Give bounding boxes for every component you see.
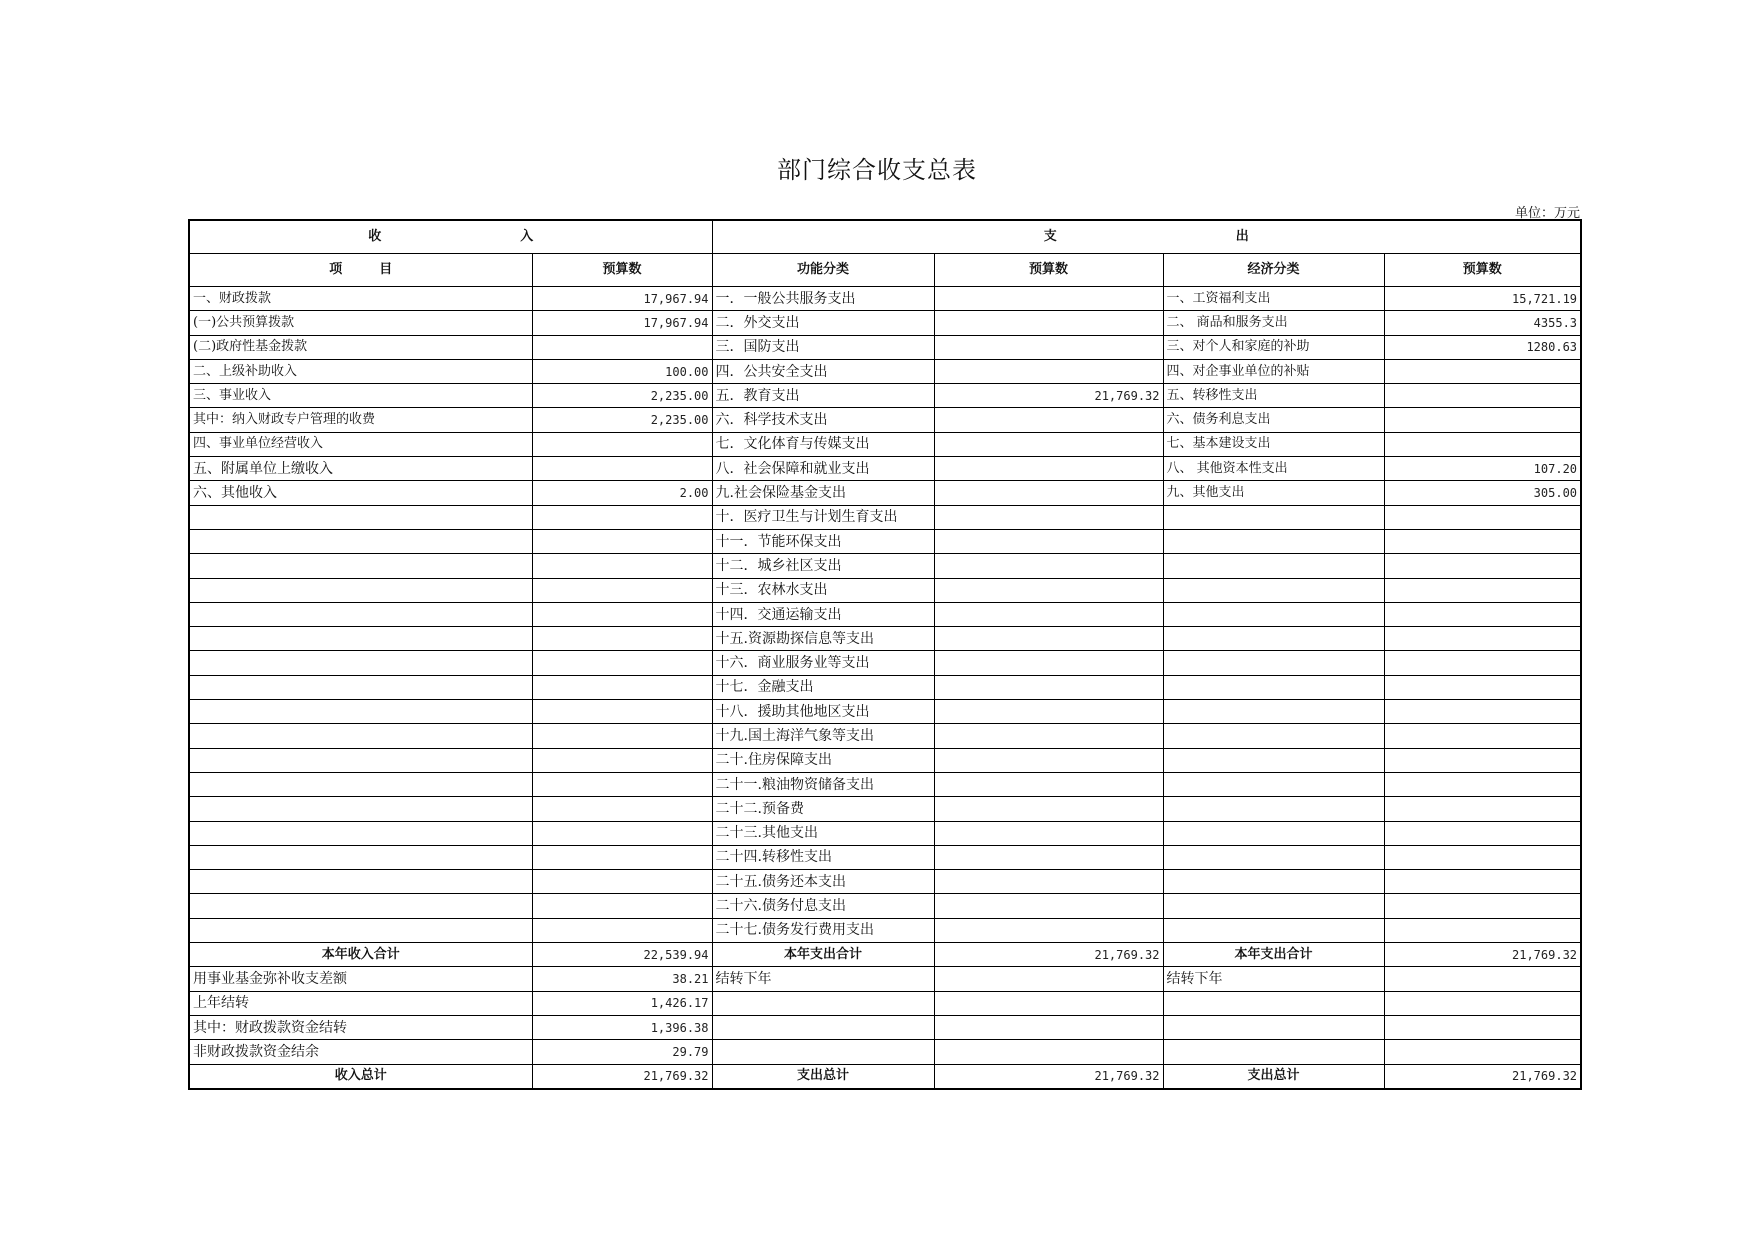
econ-budget-cell: 21,769.32 — [1384, 943, 1581, 967]
income-item-cell: 其中：纳入财政专户管理的收费 — [189, 408, 532, 432]
page-title: 部门综合收支总表 — [777, 156, 977, 184]
income-item-cell — [189, 602, 532, 626]
func-class-cell: 四．公共安全支出 — [712, 359, 934, 383]
income-item-cell — [189, 554, 532, 578]
income-budget-cell — [532, 335, 712, 359]
income-header-a: 收 — [368, 229, 382, 244]
econ-budget-cell — [1384, 700, 1581, 724]
budget-header-econ: 预算数 — [1384, 254, 1581, 287]
table-row — [189, 918, 1581, 942]
econ-budget-cell — [1384, 748, 1581, 772]
func-class-cell: 二十四.转移性支出 — [712, 845, 934, 869]
func-budget-cell — [934, 627, 1163, 651]
income-item-cell — [189, 529, 532, 553]
func-class-cell: 十八．援助其他地区支出 — [712, 700, 934, 724]
func-budget-cell — [934, 311, 1163, 335]
econ-class-cell: 本年支出合计 — [1163, 943, 1384, 967]
econ-budget-cell: 305.00 — [1384, 481, 1581, 505]
econ-class-cell: 八、 其他资本性支出 — [1163, 457, 1384, 481]
func-class-cell: 十三．农林水支出 — [712, 578, 934, 602]
econ-budget-cell: 4355.3 — [1384, 311, 1581, 335]
table-row — [189, 505, 1581, 529]
func-budget-cell: 21,769.32 — [934, 1064, 1163, 1089]
income-header-b: 入 — [520, 229, 534, 244]
econ-budget-cell — [1384, 821, 1581, 845]
table-row — [189, 1040, 1581, 1064]
econ-class-cell — [1163, 1040, 1384, 1064]
income-item-cell — [189, 894, 532, 918]
econ-budget-cell — [1384, 384, 1581, 408]
func-class-header: 功能分类 — [712, 254, 934, 287]
func-budget-cell — [934, 359, 1163, 383]
econ-class-cell — [1163, 529, 1384, 553]
income-item-cell: 二、上级补助收入 — [189, 359, 532, 383]
func-class-cell: 本年支出合计 — [712, 943, 934, 967]
func-budget-cell — [934, 602, 1163, 626]
func-budget-cell — [934, 772, 1163, 796]
income-item-cell — [189, 870, 532, 894]
econ-budget-cell — [1384, 408, 1581, 432]
func-class-cell: 六．科学技术支出 — [712, 408, 934, 432]
income-item-cell — [189, 724, 532, 748]
func-budget-cell — [934, 991, 1163, 1015]
income-budget-cell — [532, 529, 712, 553]
table-row — [189, 1015, 1581, 1039]
func-budget-cell — [934, 845, 1163, 869]
econ-class-cell — [1163, 700, 1384, 724]
econ-budget-cell — [1384, 602, 1581, 626]
income-budget-cell — [532, 457, 712, 481]
func-class-cell: 支出总计 — [712, 1064, 934, 1089]
econ-class-cell — [1163, 675, 1384, 699]
func-class-cell: 二．外交支出 — [712, 311, 934, 335]
income-budget-cell — [532, 845, 712, 869]
econ-class-cell: 三、对个人和家庭的补助 — [1163, 335, 1384, 359]
table-row — [189, 554, 1581, 578]
econ-budget-cell — [1384, 772, 1581, 796]
func-budget-cell — [934, 821, 1163, 845]
econ-class-cell — [1163, 918, 1384, 942]
econ-class-cell: 结转下年 — [1163, 967, 1384, 991]
func-budget-cell — [934, 894, 1163, 918]
budget-header-func: 预算数 — [934, 254, 1163, 287]
func-budget-cell: 21,769.32 — [934, 384, 1163, 408]
func-budget-cell: 21,769.32 — [934, 943, 1163, 967]
table-row — [189, 675, 1581, 699]
income-budget-cell: 100.00 — [532, 359, 712, 383]
func-budget-cell — [934, 1040, 1163, 1064]
income-budget-cell: 1,426.17 — [532, 991, 712, 1015]
econ-class-cell — [1163, 602, 1384, 626]
econ-budget-cell — [1384, 845, 1581, 869]
budget-header-income: 预算数 — [532, 254, 712, 287]
func-class-cell: 二十五.债务还本支出 — [712, 870, 934, 894]
econ-budget-cell: 15,721.19 — [1384, 287, 1581, 311]
table-row — [189, 627, 1581, 651]
income-item-cell: 用事业基金弥补收支差额 — [189, 967, 532, 991]
econ-class-cell: 二、 商品和服务支出 — [1163, 311, 1384, 335]
income-budget-cell — [532, 772, 712, 796]
budget-summary-table — [188, 219, 1582, 1090]
income-budget-cell — [532, 651, 712, 675]
func-budget-cell — [934, 457, 1163, 481]
table-row — [189, 772, 1581, 796]
income-item-cell — [189, 797, 532, 821]
table-row — [189, 457, 1581, 481]
func-class-cell: 三．国防支出 — [712, 335, 934, 359]
income-item-cell — [189, 651, 532, 675]
func-budget-cell — [934, 797, 1163, 821]
func-budget-cell — [934, 748, 1163, 772]
econ-class-cell: 四、对企事业单位的补贴 — [1163, 359, 1384, 383]
func-budget-cell — [934, 481, 1163, 505]
table-row — [189, 408, 1581, 432]
income-item-cell — [189, 918, 532, 942]
econ-class-cell — [1163, 894, 1384, 918]
table-row — [189, 287, 1581, 311]
econ-class-cell — [1163, 845, 1384, 869]
table-row — [189, 700, 1581, 724]
unit-label: 单位：万元 — [1514, 206, 1580, 221]
econ-budget-cell — [1384, 432, 1581, 456]
table-row — [189, 845, 1581, 869]
econ-budget-cell: 1280.63 — [1384, 335, 1581, 359]
income-item-cell — [189, 627, 532, 651]
econ-class-cell — [1163, 505, 1384, 529]
econ-budget-cell — [1384, 797, 1581, 821]
item-header-a: 项 — [329, 262, 343, 277]
income-budget-cell — [532, 432, 712, 456]
table-row — [189, 311, 1581, 335]
table-row — [189, 748, 1581, 772]
income-budget-cell — [532, 554, 712, 578]
econ-class-header: 经济分类 — [1163, 254, 1384, 287]
income-header — [189, 220, 712, 254]
expense-header-b: 出 — [1235, 229, 1249, 244]
econ-budget-cell — [1384, 894, 1581, 918]
income-item-cell — [189, 772, 532, 796]
func-budget-cell — [934, 335, 1163, 359]
econ-class-cell — [1163, 627, 1384, 651]
income-budget-cell — [532, 724, 712, 748]
header-row — [189, 220, 1581, 254]
expense-header-a: 支 — [1043, 229, 1057, 244]
income-budget-cell — [532, 918, 712, 942]
income-item-cell — [189, 845, 532, 869]
econ-budget-cell — [1384, 651, 1581, 675]
func-class-cell: 十五.资源勘探信息等支出 — [712, 627, 934, 651]
econ-budget-cell — [1384, 554, 1581, 578]
econ-class-cell — [1163, 554, 1384, 578]
econ-class-cell: 七、基本建设支出 — [1163, 432, 1384, 456]
table-row — [189, 967, 1581, 991]
econ-class-cell — [1163, 724, 1384, 748]
econ-class-cell — [1163, 651, 1384, 675]
econ-budget-cell — [1384, 918, 1581, 942]
func-class-cell: 十四．交通运输支出 — [712, 602, 934, 626]
income-budget-cell: 2,235.00 — [532, 408, 712, 432]
year-total-row — [189, 943, 1581, 967]
econ-class-cell — [1163, 991, 1384, 1015]
income-budget-cell: 17,967.94 — [532, 311, 712, 335]
income-budget-cell: 22,539.94 — [532, 943, 712, 967]
func-class-cell: 二十六.债务付息支出 — [712, 894, 934, 918]
econ-budget-cell — [1384, 870, 1581, 894]
table-row — [189, 894, 1581, 918]
income-budget-cell — [532, 870, 712, 894]
func-class-cell: 十一．节能环保支出 — [712, 529, 934, 553]
func-class-cell — [712, 1015, 934, 1039]
func-class-cell: 一．一般公共服务支出 — [712, 287, 934, 311]
income-item-cell: 五、附属单位上缴收入 — [189, 457, 532, 481]
econ-budget-cell — [1384, 505, 1581, 529]
income-item-cell: 四、事业单位经营收入 — [189, 432, 532, 456]
income-budget-cell: 2,235.00 — [532, 384, 712, 408]
func-class-cell: 八．社会保障和就业支出 — [712, 457, 934, 481]
income-budget-cell — [532, 578, 712, 602]
income-item-cell — [189, 505, 532, 529]
func-class-cell: 结转下年 — [712, 967, 934, 991]
table-row — [189, 384, 1581, 408]
income-item-cell: 六、其他收入 — [189, 481, 532, 505]
table-row — [189, 797, 1581, 821]
income-budget-cell — [532, 797, 712, 821]
econ-budget-cell: 21,769.32 — [1384, 1064, 1581, 1089]
table-row — [189, 529, 1581, 553]
econ-budget-cell — [1384, 578, 1581, 602]
func-class-cell: 二十三.其他支出 — [712, 821, 934, 845]
income-budget-cell: 1,396.38 — [532, 1015, 712, 1039]
econ-budget-cell — [1384, 724, 1581, 748]
income-budget-cell: 21,769.32 — [532, 1064, 712, 1089]
income-budget-cell: 38.21 — [532, 967, 712, 991]
func-class-cell — [712, 1040, 934, 1064]
econ-budget-cell — [1384, 675, 1581, 699]
income-budget-cell — [532, 675, 712, 699]
func-class-cell: 二十一.粮油物资储备支出 — [712, 772, 934, 796]
econ-class-cell — [1163, 772, 1384, 796]
econ-class-cell — [1163, 748, 1384, 772]
table-row — [189, 602, 1581, 626]
table-row — [189, 724, 1581, 748]
func-budget-cell — [934, 408, 1163, 432]
func-budget-cell — [934, 967, 1163, 991]
econ-class-cell: 支出总计 — [1163, 1064, 1384, 1089]
income-budget-cell — [532, 821, 712, 845]
table-row — [189, 870, 1581, 894]
income-item-cell — [189, 821, 532, 845]
table-row — [189, 335, 1581, 359]
func-budget-cell — [934, 505, 1163, 529]
func-class-cell: 九.社会保险基金支出 — [712, 481, 934, 505]
func-budget-cell — [934, 554, 1163, 578]
func-class-cell — [712, 991, 934, 1015]
func-budget-cell — [934, 1015, 1163, 1039]
table-row — [189, 991, 1581, 1015]
func-budget-cell — [934, 578, 1163, 602]
func-class-cell: 十七．金融支出 — [712, 675, 934, 699]
func-budget-cell — [934, 675, 1163, 699]
item-header — [189, 254, 532, 287]
func-budget-cell — [934, 529, 1163, 553]
income-item-cell — [189, 700, 532, 724]
income-budget-cell — [532, 894, 712, 918]
income-budget-cell: 29.79 — [532, 1040, 712, 1064]
func-class-cell: 七．文化体育与传媒支出 — [712, 432, 934, 456]
income-budget-cell — [532, 700, 712, 724]
table-row — [189, 578, 1581, 602]
income-item-cell: 本年收入合计 — [189, 943, 532, 967]
func-class-cell: 十．医疗卫生与计划生育支出 — [712, 505, 934, 529]
econ-class-cell — [1163, 578, 1384, 602]
func-budget-cell — [934, 651, 1163, 675]
econ-class-cell: 九、其他支出 — [1163, 481, 1384, 505]
econ-budget-cell: 107.20 — [1384, 457, 1581, 481]
grand-total-row — [189, 1064, 1581, 1089]
income-item-cell: (一)公共预算拨款 — [189, 311, 532, 335]
econ-budget-cell — [1384, 529, 1581, 553]
income-budget-cell — [532, 627, 712, 651]
func-class-cell: 十六．商业服务业等支出 — [712, 651, 934, 675]
income-budget-cell: 17,967.94 — [532, 287, 712, 311]
income-budget-cell: 2.00 — [532, 481, 712, 505]
item-header-b: 目 — [379, 262, 393, 277]
func-budget-cell — [934, 870, 1163, 894]
income-item-cell — [189, 748, 532, 772]
func-class-cell: 二十二.预备费 — [712, 797, 934, 821]
func-class-cell: 二十七.债务发行费用支出 — [712, 918, 934, 942]
income-item-cell — [189, 675, 532, 699]
econ-class-cell: 五、转移性支出 — [1163, 384, 1384, 408]
econ-class-cell: 六、债务利息支出 — [1163, 408, 1384, 432]
func-budget-cell — [934, 287, 1163, 311]
func-budget-cell — [934, 700, 1163, 724]
econ-class-cell — [1163, 870, 1384, 894]
econ-budget-cell — [1384, 627, 1581, 651]
econ-budget-cell — [1384, 359, 1581, 383]
table-row — [189, 432, 1581, 456]
income-item-cell: 三、事业收入 — [189, 384, 532, 408]
table-row — [189, 821, 1581, 845]
income-item-cell: 其中：财政拨款资金结转 — [189, 1015, 532, 1039]
income-item-cell: 非财政拨款资金结余 — [189, 1040, 532, 1064]
func-class-cell: 十二．城乡社区支出 — [712, 554, 934, 578]
econ-class-cell — [1163, 1015, 1384, 1039]
income-budget-cell — [532, 505, 712, 529]
income-item-cell: 上年结转 — [189, 991, 532, 1015]
income-budget-cell — [532, 748, 712, 772]
subheader-row — [189, 254, 1581, 287]
econ-budget-cell — [1384, 991, 1581, 1015]
func-class-cell: 二十.住房保障支出 — [712, 748, 934, 772]
func-class-cell: 十九.国土海洋气象等支出 — [712, 724, 934, 748]
income-item-cell — [189, 578, 532, 602]
expense-header — [712, 220, 1581, 254]
income-budget-cell — [532, 602, 712, 626]
econ-budget-cell — [1384, 1015, 1581, 1039]
income-item-cell: 收入总计 — [189, 1064, 532, 1089]
func-class-cell: 五．教育支出 — [712, 384, 934, 408]
econ-class-cell — [1163, 821, 1384, 845]
func-budget-cell — [934, 918, 1163, 942]
econ-budget-cell — [1384, 967, 1581, 991]
income-item-cell: (二)政府性基金拨款 — [189, 335, 532, 359]
econ-budget-cell — [1384, 1040, 1581, 1064]
func-budget-cell — [934, 432, 1163, 456]
table-row — [189, 359, 1581, 383]
func-budget-cell — [934, 724, 1163, 748]
income-item-cell: 一、财政拨款 — [189, 287, 532, 311]
econ-class-cell — [1163, 797, 1384, 821]
table-row — [189, 651, 1581, 675]
econ-class-cell: 一、工资福利支出 — [1163, 287, 1384, 311]
table-row — [189, 481, 1581, 505]
